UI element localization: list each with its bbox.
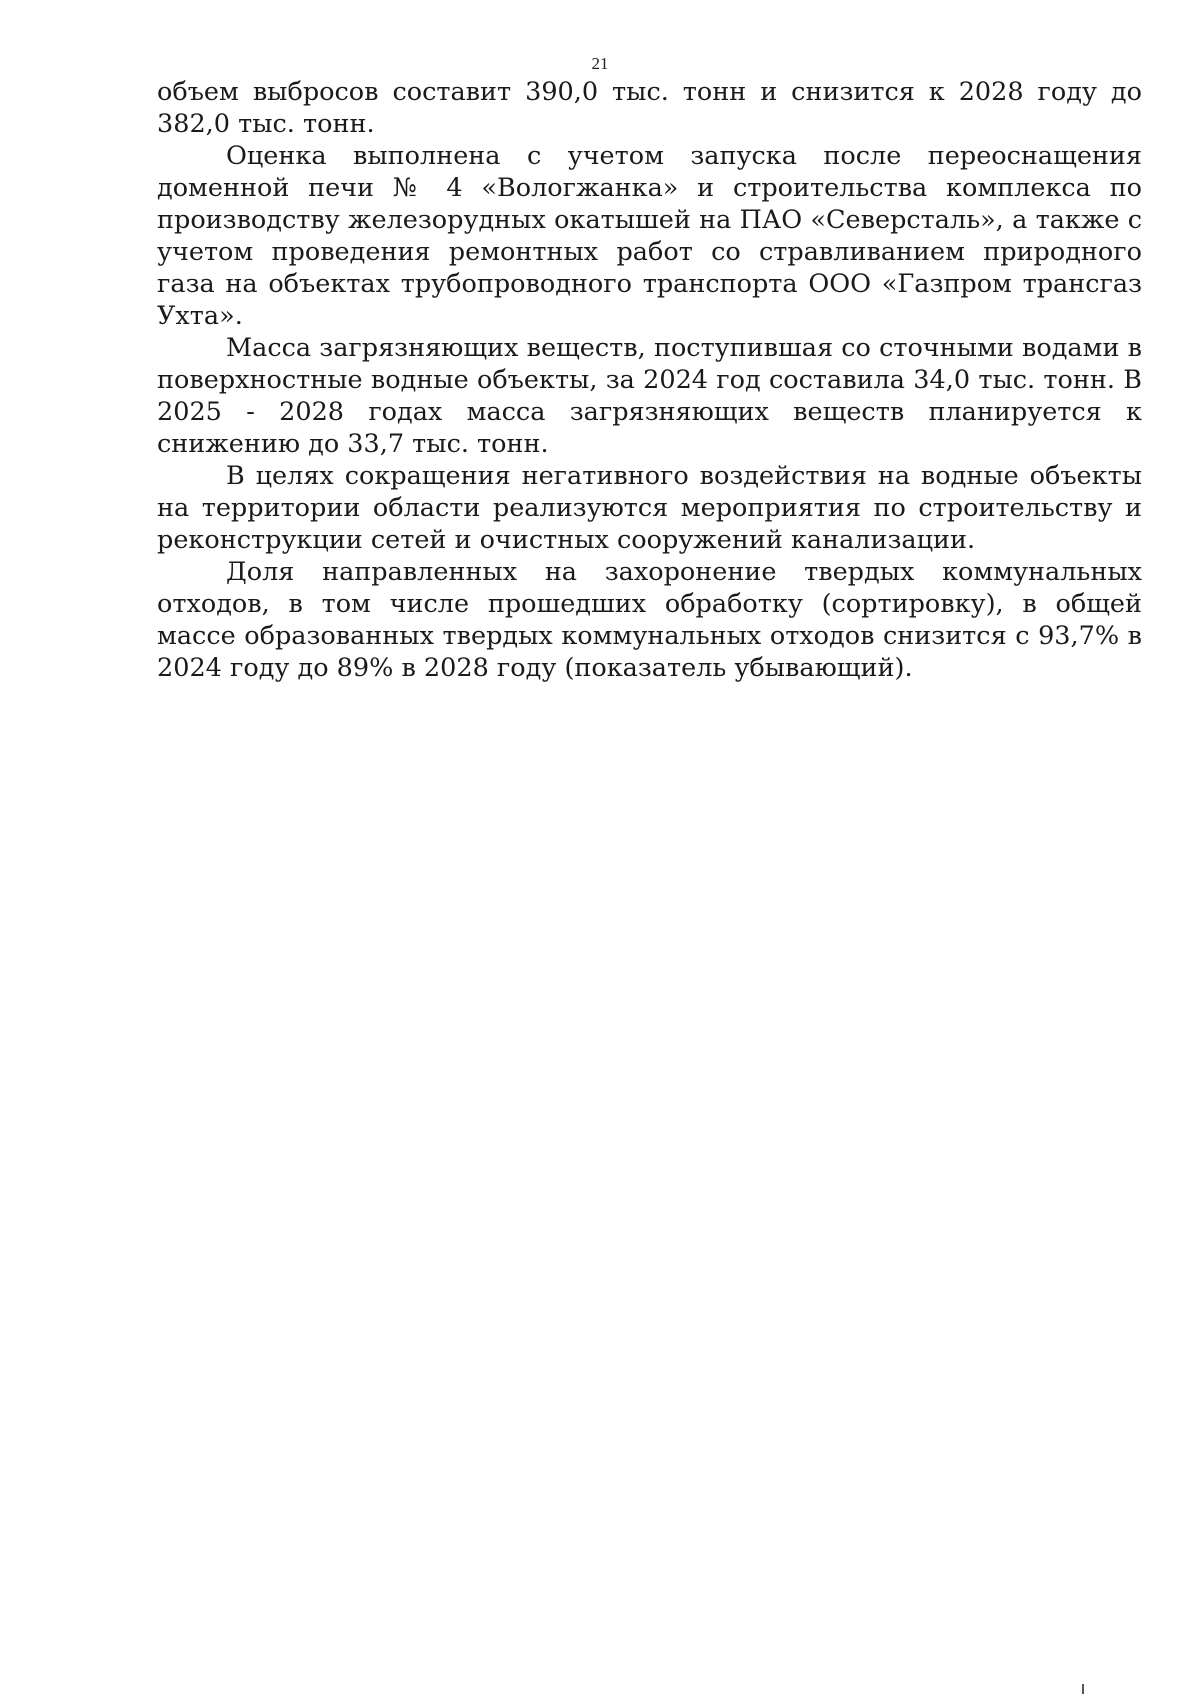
paragraph-2: Оценка выполнена с учетом запуска после переоснащения доменной печи № 4 «Вологжанка» и строительства комплекса по производству железорудных окатышей на ПАО «Северсталь», а также с учетом проведения ремонтных работ со стравливанием природного газа на объектах трубопроводного транспорта ООО «Газпром трансгаз Ухта».	[157, 141, 1142, 331]
paragraph-5: Доля направленных на захоронение твердых коммунальных отходов, в том числе прошедших обработку (сортировку), в общей массе образованных твердых коммунальных отходов снизится с 93,7% в 2024 году до 89% в 2028 году (показатель убывающий).	[157, 557, 1142, 683]
paragraph-4: В целях сокращения негативного воздействия на водные объекты на территории области реализуются мероприятия по строительству и реконструкции сетей и очистных сооружений канализации.	[157, 461, 1142, 555]
paragraph-1: объем выбросов составит 390,0 тыс. тонн и снизится к 2028 году до 382,0 тыс. тонн.	[157, 77, 1142, 139]
body-text	[157, 76, 1142, 684]
paragraph-3: Масса загрязняющих веществ, поступившая со сточными водами в поверхностные водные объекты, за 2024 год составила 34,0 тыс. тонн. В 2025 - 2028 годах масса загрязняющих веществ планируется к снижению до 33,7 тыс. тонн.	[157, 333, 1142, 459]
scan-artifact-mark	[1082, 1684, 1084, 1694]
page-number: 21	[591, 54, 609, 73]
